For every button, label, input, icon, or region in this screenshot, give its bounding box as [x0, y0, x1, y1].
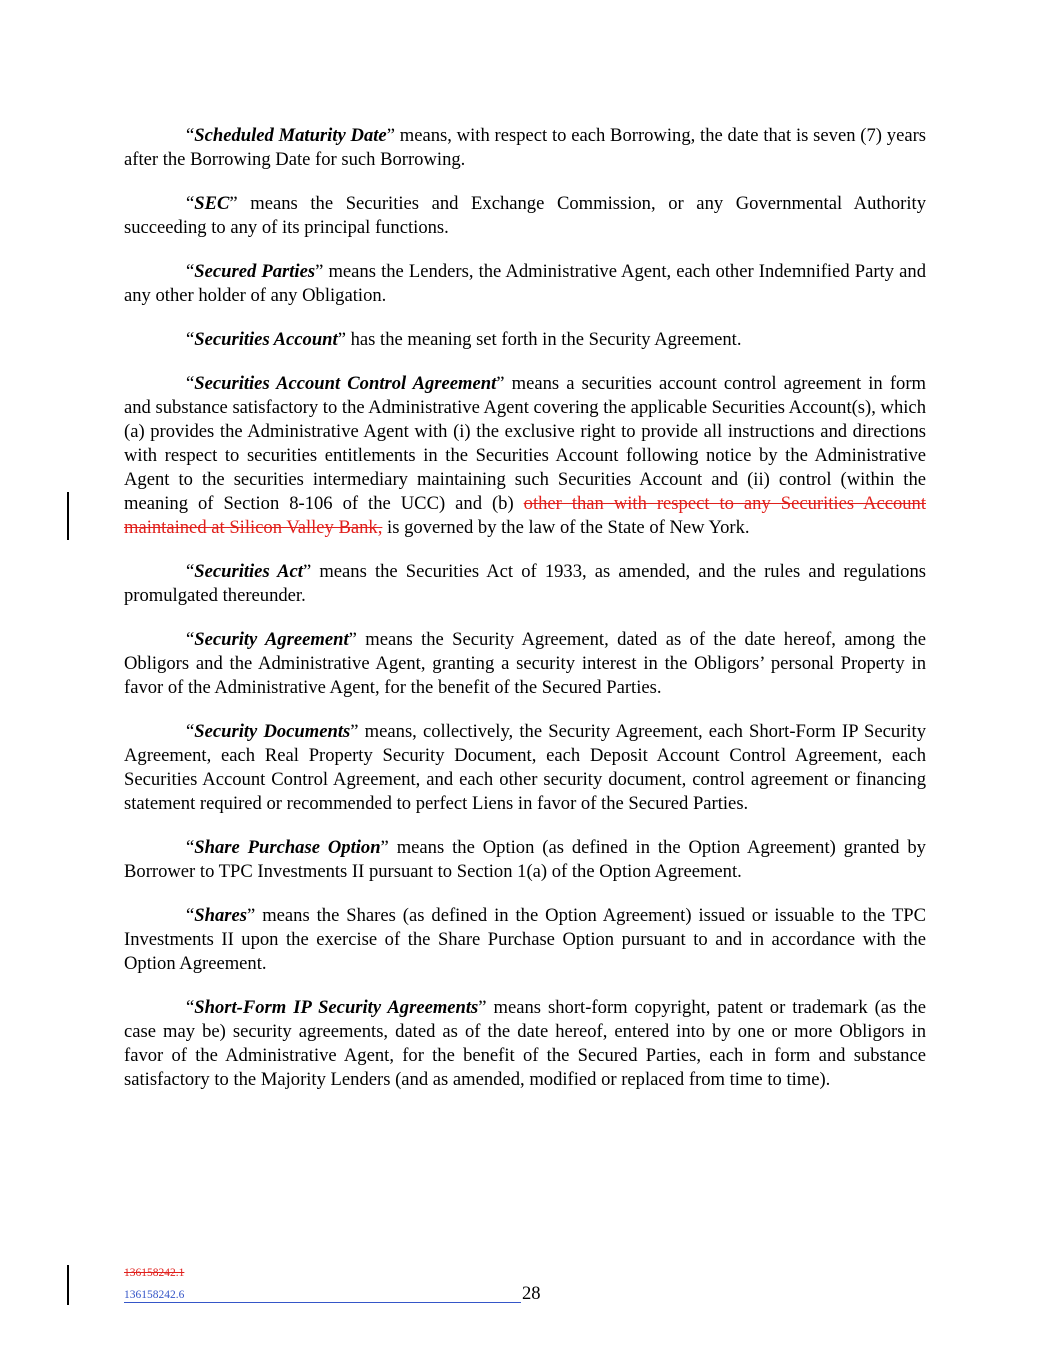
- defined-term: SEC: [194, 193, 230, 214]
- definition-paragraph: “Scheduled Maturity Date” means, with respect to each Borrowing, the date that is seven (7) years after the Borrowing Date for such Borrowing.: [124, 125, 926, 170]
- definition-text: means the Security Agreement, dated as of the date hereof, among the Obligors and the Administrative Agent, granting a security interest in the Obligors’ personal Property in favor of the Administrative Agent, for the benefit of the Secured Parties.: [124, 629, 926, 698]
- defined-term: Securities Account: [194, 329, 338, 350]
- footer-doc-id-deleted: 136158242.1: [124, 1267, 185, 1279]
- definition-text: means a securities account control agreement in form and substance satisfactory to the Administrative Agent covering the applicable Securities Account(s), which (a) provides the Administrative Agent with (i) the exclusive right to provide all instructions and directions with respect to securities entitlements in the Securities Account following notice by the Administrative Agent to the securities intermediary maintaining such Securities Account and (ii) control (within the meaning of Section 8-106 of the UCC) and (b): [124, 373, 926, 514]
- page-number: 28: [522, 1283, 541, 1304]
- definition-paragraph: “SEC” means the Securities and Exchange Commission, or any Governmental Authority succeeding to any of its principal functions.: [124, 193, 926, 238]
- definition-text: means the Securities Act of 1933, as amended, and the rules and regulations promulgated thereunder.: [124, 561, 926, 606]
- definition-text: means the Securities and Exchange Commission, or any Governmental Authority succeeding to any of its principal functions.: [124, 193, 926, 238]
- definition-paragraph: “Share Purchase Option” means the Option (as defined in the Option Agreement) granted by Borrower to TPC Investments II pursuant to Section 1(a) of the Option Agreement.: [124, 837, 926, 882]
- defined-term: Security Documents: [194, 721, 351, 742]
- definition-text: means the Shares (as defined in the Option Agreement) issued or issuable to the TPC Investments II upon the exercise of the Share Purchase Option pursuant to and in accordance with the Option Agreement.: [124, 905, 926, 974]
- footer-doc-id-current: 136158242.6: [124, 1288, 521, 1303]
- definition-paragraph: “Securities Account Control Agreement” means a securities account control agreement in form and substance satisfactory to the Administrative Agent covering the applicable Securities Account(s), which (a) provides the Administrative Agent with (i) the exclusive right to provide all instructions and directions with respect to securities entitlements in the Securities Account following notice by the Administrative Agent to the securities intermediary maintaining such Securities Account and (ii) control (within the meaning of Section 8-106 of the UCC) and (b) other than with respect to any Securities Account maintained at Silicon Valley Bank, is governed by the law of the State of New York.: [124, 373, 927, 538]
- definition-text: has the meaning set forth in the Security Agreement.: [345, 329, 742, 350]
- definition-text: means the Lenders, the Administrative Agent, each other Indemnified Party and any other holder of any Obligation.: [124, 261, 926, 306]
- defined-term: Share Purchase Option: [194, 837, 381, 858]
- defined-term: Scheduled Maturity Date: [194, 125, 387, 146]
- deleted-text: other than with respect to any Securities Account maintained at Silicon Valley Bank,: [124, 493, 927, 538]
- defined-term: Security Agreement: [194, 629, 349, 650]
- definition-text: means the Option (as defined in the Option Agreement) granted by Borrower to TPC Investments II pursuant to Section 1(a) of the Option Agreement.: [124, 837, 926, 882]
- definition-paragraph: “Securities Account” has the meaning set forth in the Security Agreement.: [186, 329, 742, 350]
- defined-term: Secured Parties: [194, 261, 316, 282]
- definition-text: is governed by the law of the State of New York.: [382, 517, 750, 538]
- defined-term: Securities Account Control Agreement: [194, 373, 497, 394]
- definition-text: means, with respect to each Borrowing, the date that is seven (7) years after the Borrowing Date for such Borrowing.: [124, 125, 926, 170]
- definition-paragraph: “Securities Act” means the Securities Act of 1933, as amended, and the rules and regulations promulgated thereunder.: [124, 561, 926, 606]
- change-bar: [67, 1265, 69, 1305]
- definition-paragraph: “Security Documents” means, collectively, the Security Agreement, each Short-Form IP Security Agreement, each Real Property Security Document, each Deposit Account Control Agreement, each Securities Account Control Agreement, and each other security document, control agreement or financing statement required or recommended to perfect Liens in favor of the Secured Parties.: [124, 721, 926, 814]
- document-body: [124, 124, 926, 1112]
- definition-paragraph: “Shares” means the Shares (as defined in the Option Agreement) issued or issuable to the TPC Investments II upon the exercise of the Share Purchase Option pursuant to and in accordance with the Option Agreement.: [124, 905, 926, 974]
- definition-paragraph: “Secured Parties” means the Lenders, the Administrative Agent, each other Indemnified Party and any other holder of any Obligation.: [124, 261, 926, 306]
- definition-text: means short-form copyright, patent or trademark (as the case may be) security agreements, dated as of the date hereof, entered into by one or more Obligors in favor of the Administrative Agent, for the benefit of the Secured Parties, each in form and substance satisfactory to the Majority Lenders (and as amended, modified or replaced from time to time).: [124, 997, 926, 1090]
- change-bar: [67, 492, 69, 540]
- defined-term: Securities Act: [194, 561, 303, 582]
- definition-paragraph: “Short-Form IP Security Agreements” means short-form copyright, patent or trademark (as the case may be) security agreements, dated as of the date hereof, entered into by one or more Obligors in favor of the Administrative Agent, for the benefit of the Secured Parties, each in form and substance satisfactory to the Majority Lenders (and as amended, modified or replaced from time to time).: [124, 997, 926, 1090]
- defined-term: Short-Form IP Security Agreements: [194, 997, 479, 1018]
- defined-term: Shares: [194, 905, 247, 926]
- definition-text: means, collectively, the Security Agreement, each Short-Form IP Security Agreement, each Real Property Security Document, each Deposit Account Control Agreement, each Securities Account Control Agreement, and each other security document, control agreement or financing statement required or recommended to perfect Liens in favor of the Secured Parties.: [124, 721, 926, 814]
- definition-paragraph: “Security Agreement” means the Security Agreement, dated as of the date hereof, among the Obligors and the Administrative Agent, granting a security interest in the Obligors’ personal Property in favor of the Administrative Agent, for the benefit of the Secured Parties.: [124, 629, 926, 698]
